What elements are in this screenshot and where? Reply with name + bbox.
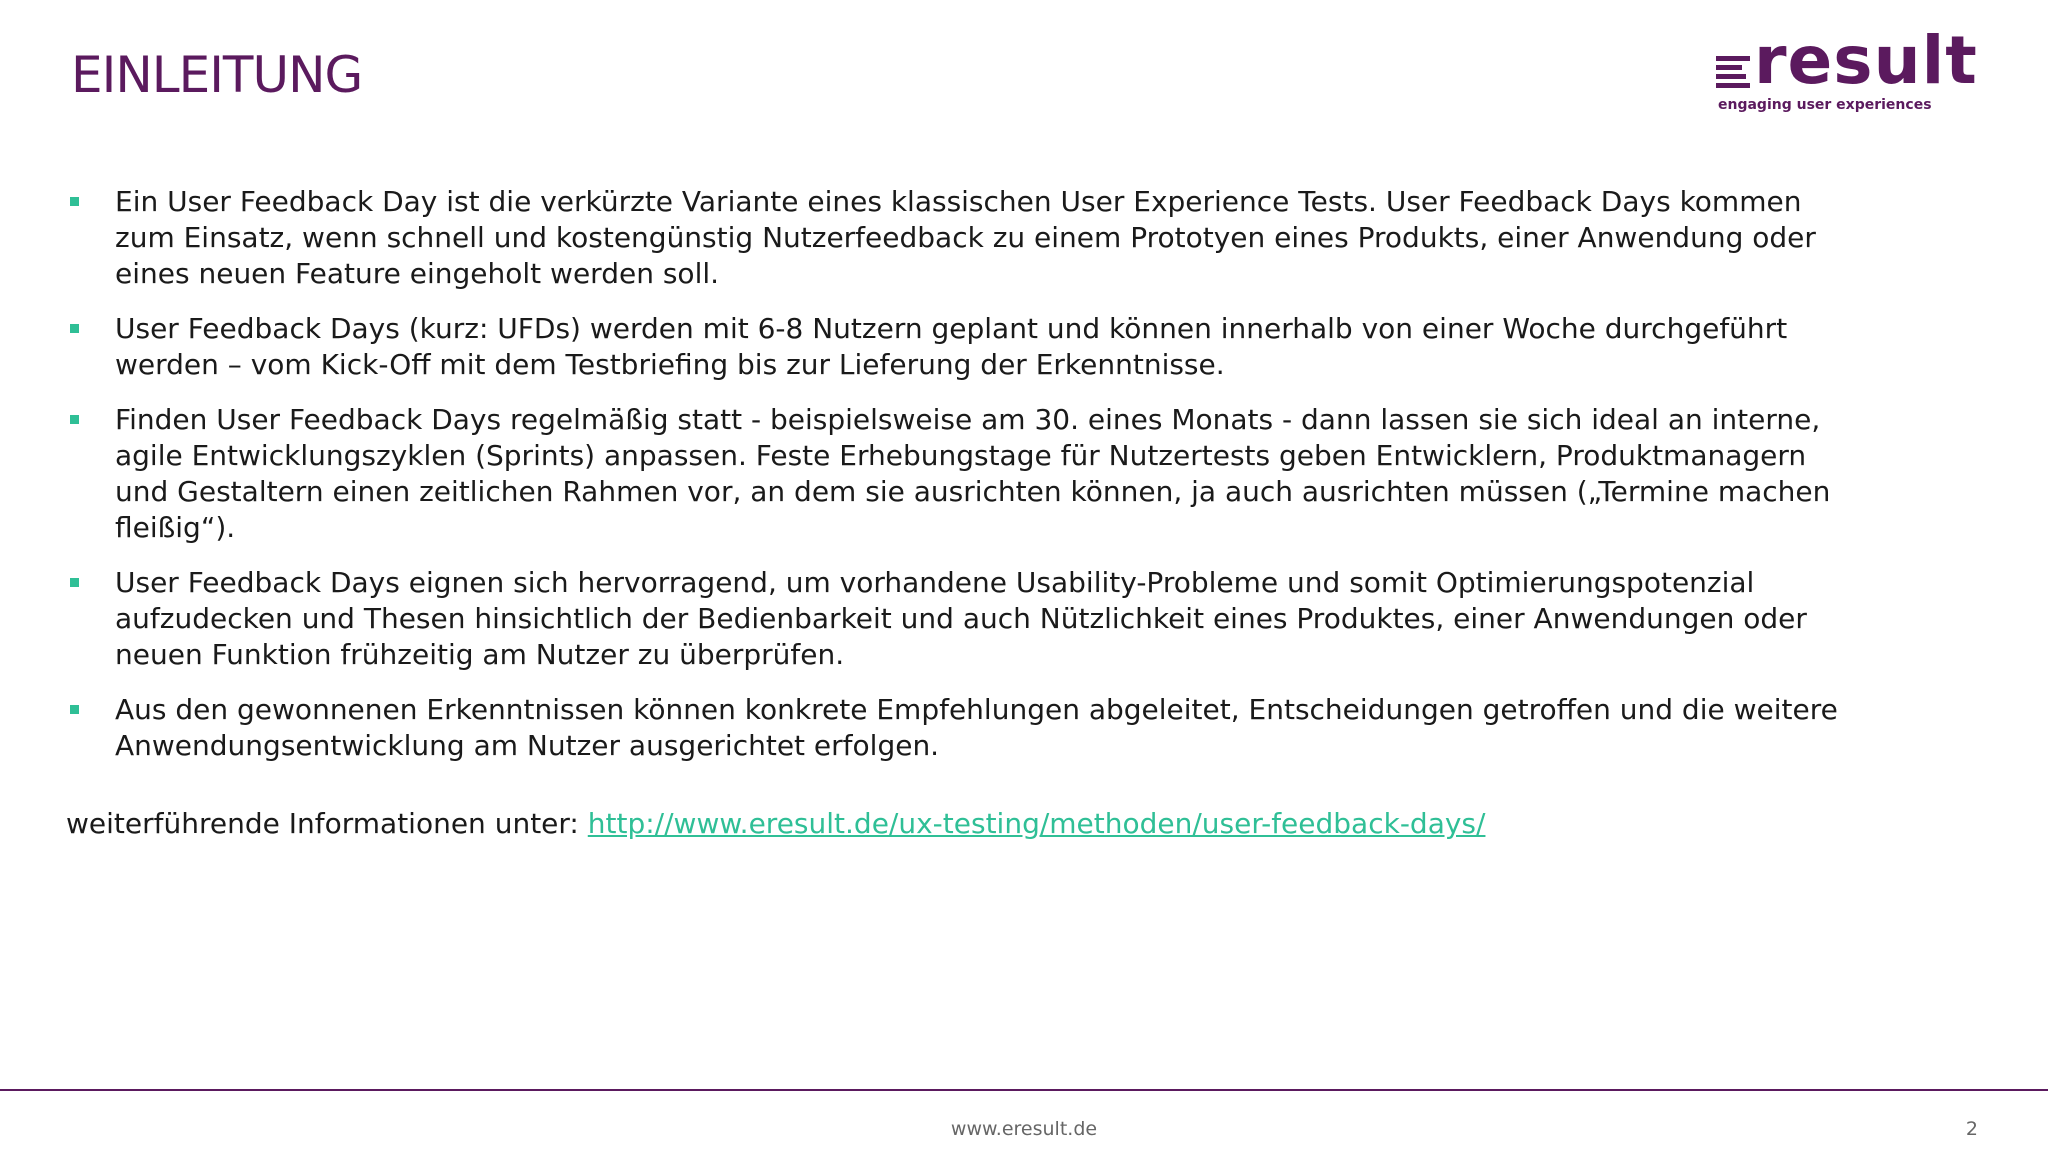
more-info-line <box>66 806 1485 842</box>
page-number: 2 <box>1965 1118 1978 1140</box>
slide-title: EINLEITUNG <box>71 46 363 104</box>
bullet-item <box>66 692 1846 764</box>
bullet-item <box>66 565 1846 673</box>
bullet-square-icon <box>70 197 79 206</box>
bullet-square-icon <box>70 578 79 587</box>
bullet-text: User Feedback Days eignen sich hervorragend, um vorhandene Usability-Probleme und somit Optimierungspotenzial aufzudecken und Thesen hinsichtlich der Bedienbarkeit und auch Nützlichkeit eines Produktes, einer Anwendungen oder neuen Funktion frühzeitig am Nutzer zu überprüfen. <box>115 566 1807 671</box>
bullet-square-icon <box>70 415 79 424</box>
more-info-label: weiterführende Informationen unter: <box>66 807 579 840</box>
bullet-item <box>66 311 1846 383</box>
logo-e-mark-icon <box>1716 56 1752 92</box>
bullet-text: Ein User Feedback Day ist die verkürzte Variante eines klassischen User Experience Tests. User Feedback Days kommen zum Einsatz, wenn schnell und kostengünstig Nutzerfeedback zu einem Prototyen eines Produkts, einer Anwendung oder eines neuen Feature eingeholt werden soll. <box>115 185 1816 290</box>
bullet-list <box>66 184 1846 783</box>
bullet-square-icon <box>70 705 79 714</box>
bullet-text: Finden User Feedback Days regelmäßig statt - beispielsweise am 30. eines Monats - dann lassen sie sich ideal an interne, agile Entwicklungszyklen (Sprints) anpassen. Feste Erhebungstage für Nutzertests geben Entwicklern, Produktmanagern und Gestaltern einen zeitlichen Rahmen vor, an dem sie ausrichten können, ja auch ausrichten müssen („Termine machen fleißig“). <box>115 403 1831 544</box>
footer-divider <box>0 1089 2048 1091</box>
logo-wordmark: result <box>1754 22 1978 99</box>
eresult-logo <box>1716 22 1996 118</box>
logo-tagline: engaging user experiences <box>1718 97 1932 113</box>
bullet-item <box>66 184 1846 292</box>
bullet-text: Aus den gewonnenen Erkenntnissen können konkrete Empfehlungen abgeleitet, Entscheidungen getroffen und die weitere Anwendungsentwicklung am Nutzer ausgerichtet erfolgen. <box>115 693 1838 762</box>
more-info-link[interactable]: http://www.eresult.de/ux-testing/methoden/user-feedback-days/ <box>587 807 1486 840</box>
footer-url: www.eresult.de <box>950 1118 1098 1140</box>
bullet-text: User Feedback Days (kurz: UFDs) werden mit 6-8 Nutzern geplant und können innerhalb von einer Woche durchgeführt werden – vom Kick-Off mit dem Testbriefing bis zur Lieferung der Erkenntnisse. <box>115 312 1788 381</box>
bullet-square-icon <box>70 324 79 333</box>
bullet-item <box>66 402 1846 546</box>
